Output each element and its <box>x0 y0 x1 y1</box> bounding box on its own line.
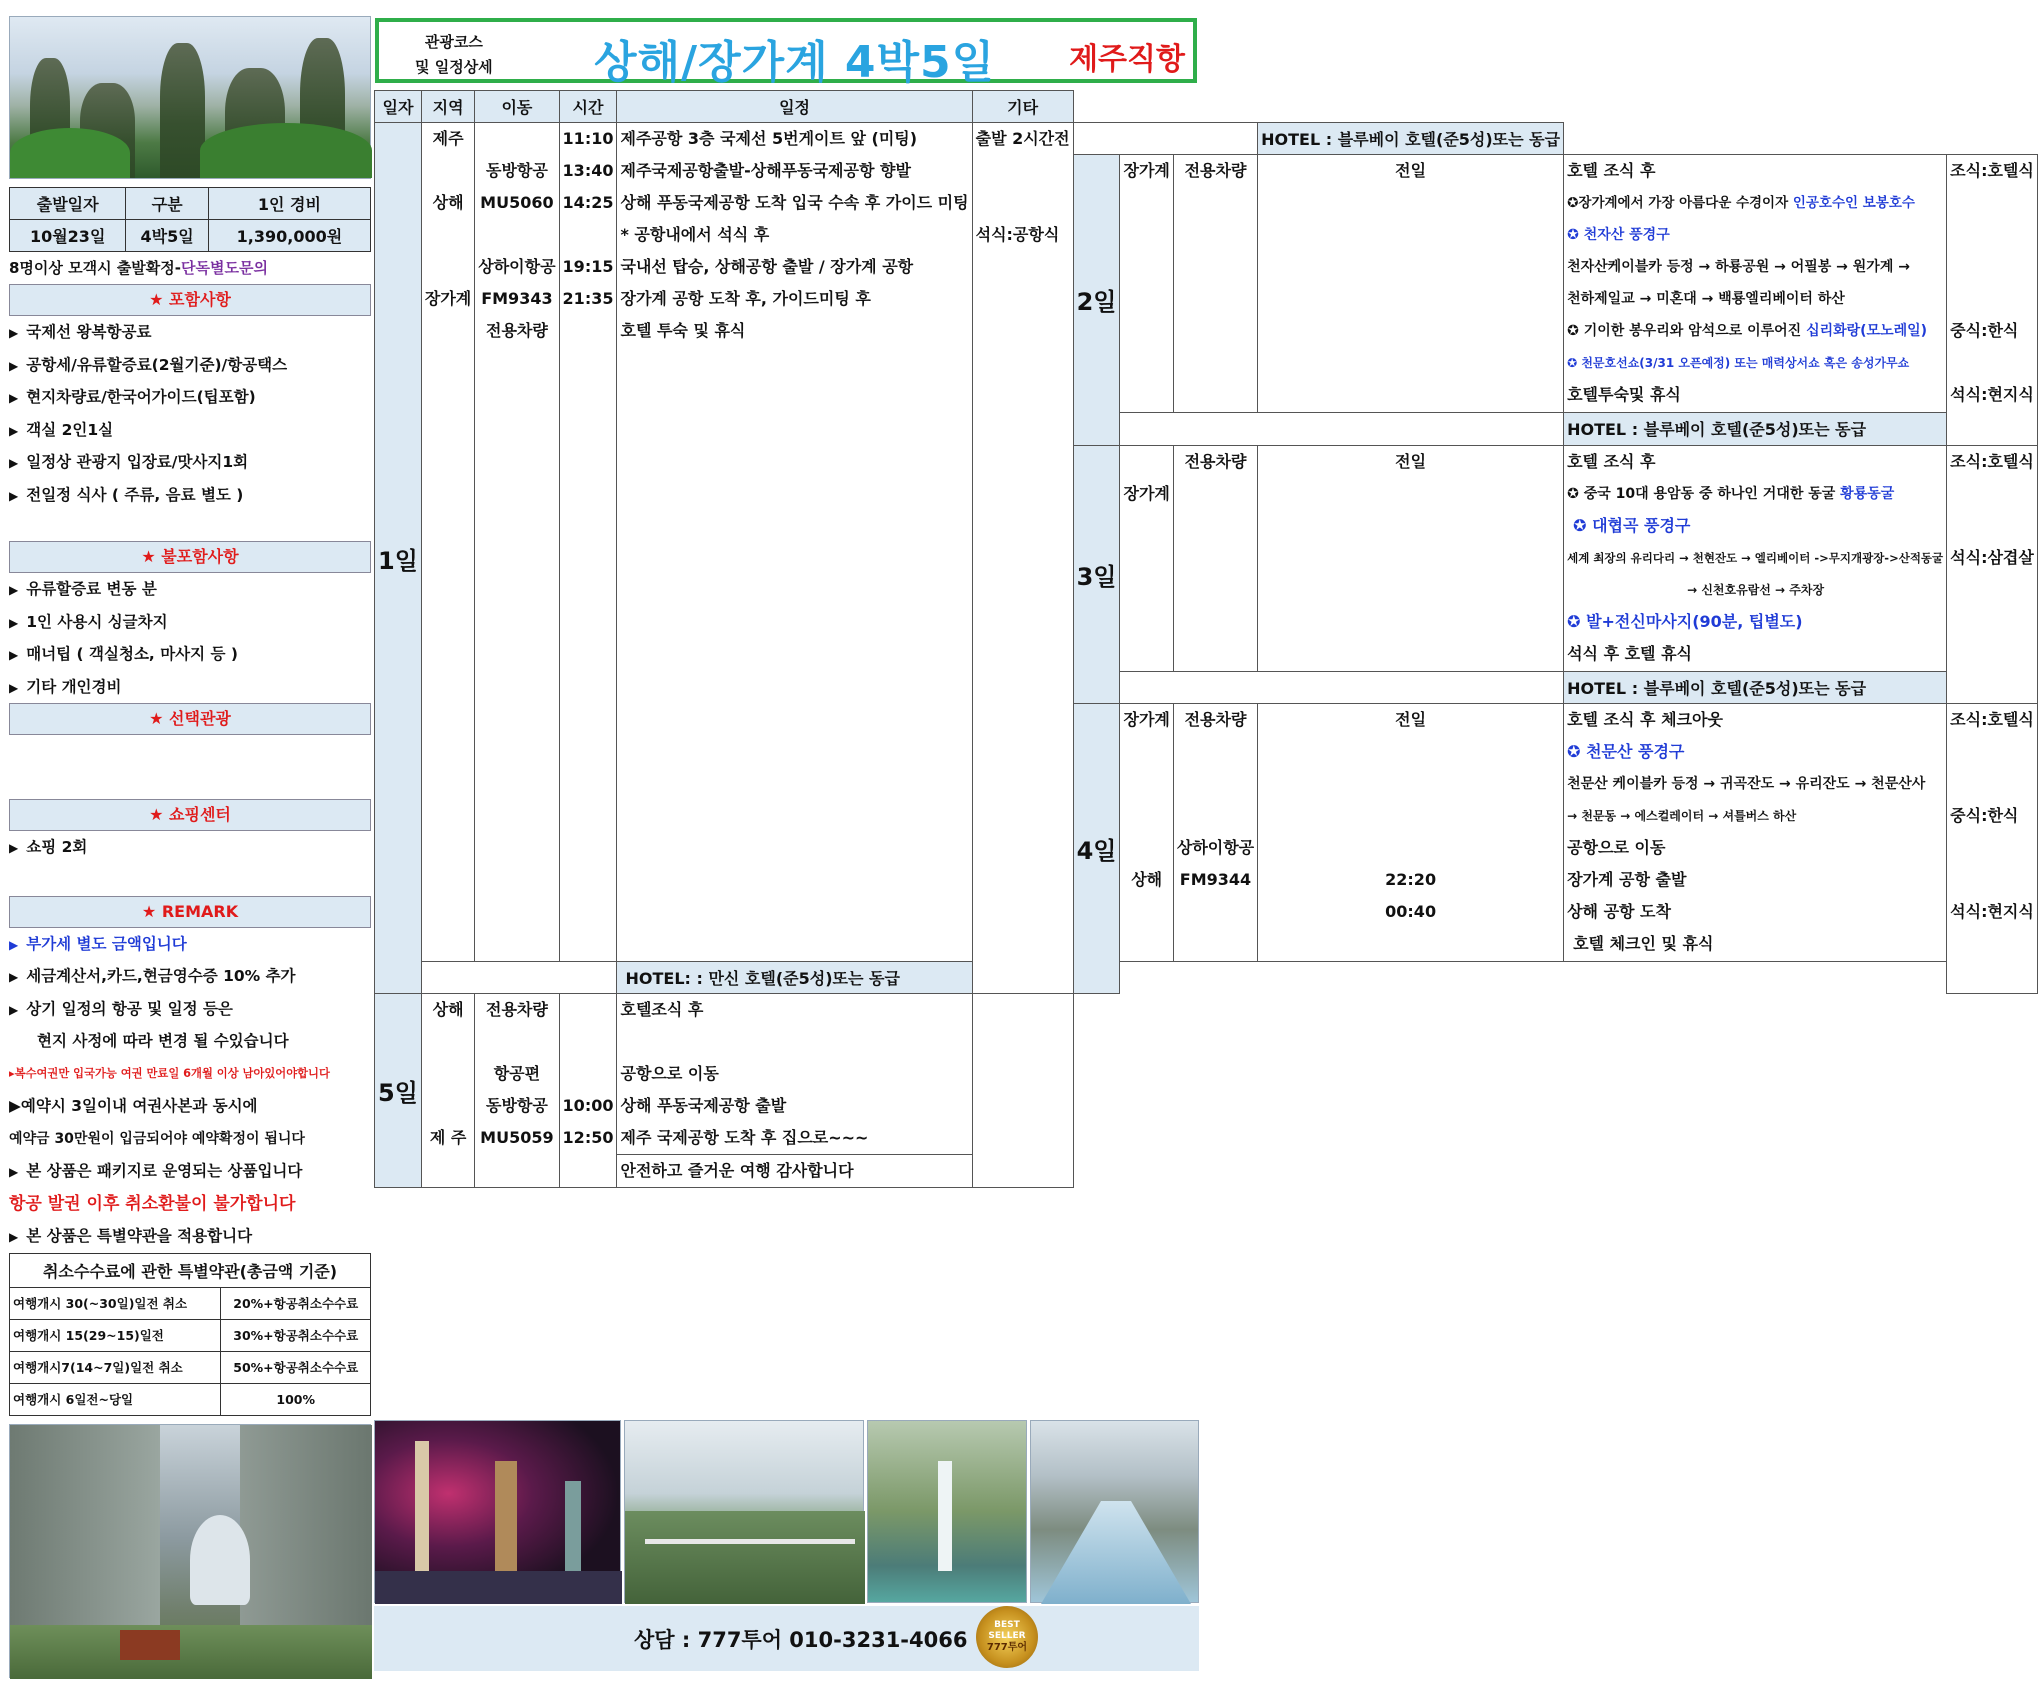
col-header-region: 지역 <box>421 91 474 123</box>
time-cell: 10:00 12:50 <box>559 994 617 1188</box>
list-item: ▶ 기타 개인경비 <box>9 677 122 696</box>
course-label: 관광코스 및 일정상세 <box>415 33 493 76</box>
itinerary-table <box>374 90 2038 1188</box>
region-cell: 장가계 <box>1120 155 1173 413</box>
col-header-schedule: 일정 <box>617 91 972 123</box>
list-item: ▶ 매너팁 ( 객실청소, 마사지 등 ) <box>9 645 238 663</box>
list-item: 항공 발권 이후 취소환불이 불가합니다 <box>9 1193 296 1214</box>
list-item: ▶ 객실 2인1실 <box>9 420 114 439</box>
departure-date-header: 출발일자 <box>10 188 126 220</box>
table-cell: 여행개시 30(~30일)일전 취소 <box>10 1287 221 1319</box>
list-item: ▶ 상기 일정의 항공 및 일정 등은 <box>9 999 233 1018</box>
time-cell: 전일 <box>1258 445 1564 671</box>
list-item: 예약금 30만원이 입금되어야 예약확정이 됩니다 <box>9 1130 305 1147</box>
etc-cell <box>972 994 1073 1188</box>
table-cell: 여행개시 15(29~15)일전 <box>10 1319 221 1351</box>
departure-table <box>9 187 371 252</box>
time-cell: 11:10 13:40 14:25 19:15 21:35 <box>559 123 617 962</box>
etc-cell: 조식:호텔식 중식:한식 석식:현지식 <box>1947 155 2038 445</box>
list-item: ▶예약시 3일이내 여권사본과 동시에 <box>9 1097 258 1115</box>
list-item: ▶ 현지차량료/한국어가이드(팁포함) <box>9 388 256 406</box>
schedule-cell: 제주공항 3층 국제선 5번게이트 앞 (미팅) 제주국제공항출발-상해푸동국제공항 향발 상해 푸동국제공항 도착 입국 수속 후 가이드 미팅 * 공항내에서 석식 후 국내선 탑승, 상해공항 출발 / 장가계 공항 장가계 공항 도착 후, 가이드미팅 후 호텔 투숙 및 휴식 <box>617 123 972 962</box>
table-cell: 20%+항공취소수수료 <box>221 1287 371 1319</box>
list-item: ▶ 유류할증료 변동 분 <box>9 580 157 598</box>
hotel-info: HOTEL : 블루베이 호텔(준5성)또는 동급 <box>1258 123 1564 155</box>
table-cell: 100% <box>221 1383 371 1415</box>
hotel-info: HOTEL: : 만신 호텔(준5성)또는 동급 <box>617 961 972 993</box>
transport-cell: 전용차량 <box>1173 445 1257 671</box>
col-header-time: 시간 <box>559 91 617 123</box>
col-header-etc: 기타 <box>972 91 1073 123</box>
col-header-transport: 이동 <box>475 91 559 123</box>
col-header-day: 일자 <box>375 91 422 123</box>
optional-tour-header: ★ 선택관광 <box>9 703 371 735</box>
transport-cell: 전용차량 항공편 동방항공 MU5059 <box>475 994 559 1188</box>
glass-skywalk-photo <box>1030 1420 1199 1603</box>
day-label: 4일 <box>1073 703 1120 993</box>
table-cell: 여행개시7(14~7일)일전 취소 <box>10 1351 221 1383</box>
schedule-cell: 호텔조식 후 공항으로 이동 상해 푸동국제공항 출발 제주 국제공항 도착 후 집으로~~~ 안전하고 즐거운 여행 감사합니다 <box>617 994 972 1188</box>
table-cell: 30%+항공취소수수료 <box>221 1319 371 1351</box>
day-label: 1일 <box>375 123 422 994</box>
hotel-info: HOTEL : 블루베이 호텔(준5성)또는 동급 <box>1564 671 1947 703</box>
best-seller-badge-icon: BEST SELLER 777투어 <box>976 1606 1038 1668</box>
contact-bar <box>374 1606 1199 1671</box>
list-item: ▶ 전일정 식사 ( 주류, 음료 별도 ) <box>9 485 244 504</box>
list-item: ▶ 일정상 관광지 입장료/맛사지1회 <box>9 453 249 471</box>
remark-header: ★ REMARK <box>9 896 371 928</box>
cancellation-title: 취소수수료에 관한 특별약관(총금액 기준) <box>10 1253 371 1287</box>
list-item: 현지 사정에 따라 변경 될 수있습니다 <box>37 1032 289 1050</box>
list-item: ▶ 공항세/유류할증료(2월기준)/항공택스 <box>9 355 288 374</box>
category-value: 4박5일 <box>126 220 208 252</box>
time-cell: 전일 <box>1258 155 1564 413</box>
yellow-dragon-cave-photo <box>374 1420 621 1603</box>
list-item: ▶ 쇼핑 2회 <box>9 838 88 856</box>
list-item: ▶ 부가세 별도 금액입니다 <box>9 934 187 953</box>
excluded-header: ★ 불포함사항 <box>9 541 371 573</box>
glass-bridge-canyon-photo <box>624 1420 864 1603</box>
list-item: ▶ 본 상품은 패키지로 운영되는 상품입니다 <box>9 1162 303 1180</box>
cancellation-table <box>9 1253 371 1416</box>
page-title: 상해/장가계 4박5일 <box>594 37 996 88</box>
title-banner <box>375 18 1197 88</box>
min-people-note: 8명이상 모객시 출발확정-단독별도문의 <box>9 259 268 277</box>
schedule-cell: 호텔 조식 후 체크아웃 ✪ 천문산 풍경구 천문산 케이블카 등정 → 귀곡잔도 → 유리잔도 → 천문산사 → 천문동 → 에스컬레이터 → 셔틀버스 하산 공항으로 이동 장가계 공항 출발 상해 공항 도착 호텔 체크인 및 휴식 <box>1564 703 1947 961</box>
shopping-header: ★ 쇼핑센터 <box>9 799 371 831</box>
region-cell: 장가계 <box>1120 445 1173 671</box>
excluded-list <box>9 573 371 703</box>
list-item: ▸복수여권만 입국가능 여권 만료일 6개월 이상 남아있어야합니다 <box>9 1066 330 1080</box>
list-item: ▶ 국제선 왕복항공료 <box>9 323 152 341</box>
day-label: 5일 <box>375 994 422 1188</box>
transport-cell: 전용차량 상하이항공 FM9344 <box>1173 703 1257 961</box>
transport-cell: 전용차량 <box>1173 155 1257 413</box>
waterfall-photo <box>867 1420 1027 1603</box>
contact-info[interactable]: 상담 : 777투어 010-3231-4066 <box>634 1628 968 1652</box>
schedule-cell: 호텔 조식 후 ✪ 중국 10대 용암동 중 하나인 거대한 동굴 황룡동굴 ✪ 대협곡 풍경구 세계 최장의 유리다리 → 천현잔도 → 엘리베이터 ->무지개광장->산적동굴 → 신천호유람선 → 주차장 ✪ 발+전신마사지(90분, 팁별도) 석식 후 호텔 휴식 <box>1564 445 1947 671</box>
included-header: ★ 포함사항 <box>9 284 371 316</box>
etc-cell: 출발 2시간전 석식:공항식 <box>972 123 1073 994</box>
list-item: ▶ 본 상품은 특별약관을 적용합니다 <box>9 1227 253 1245</box>
table-cell: 여행개시 6일전~당일 <box>10 1383 221 1415</box>
etc-cell: 조식:호텔식 석식:삼겹살 <box>1947 445 2038 703</box>
schedule-cell: 호텔 조식 후 ✪장가계에서 가장 아름다운 수경이자 인공호수인 보봉호수 ✪ 천자산 풍경구 천자산케이블카 등정 → 하룡공원 → 어필봉 → 원가계 → 천하제일교 → 미혼대 → 백룡엘리베이터 하산 ✪ 기이한 봉우리와 암석으로 이루어진 십리화랑(모노레일) ✪ 천문호선쇼(3/31 오픈예정) 또는 매력상서쇼 혹은 송성가무쇼 호텔투숙및 휴식 <box>1564 155 1947 413</box>
left-column <box>9 16 371 1678</box>
hotel-info: HOTEL : 블루베이 호텔(준5성)또는 동급 <box>1564 413 1947 445</box>
included-list <box>9 316 371 541</box>
etc-cell: 조식:호텔식 중식:한식 석식:현지식 <box>1947 703 2038 993</box>
list-item: ▶ 1인 사용시 싱글차지 <box>9 612 168 631</box>
direct-flight-label: 제주직항 <box>1069 42 1185 77</box>
day-label: 3일 <box>1073 445 1120 703</box>
category-header: 구분 <box>126 188 208 220</box>
list-item: ▶ 세금계산서,카드,현금영수증 10% 추가 <box>9 967 296 985</box>
price-value: 1,390,000원 <box>208 220 370 252</box>
tianmen-cave-photo <box>9 1424 371 1678</box>
price-header: 1인 경비 <box>208 188 370 220</box>
remark-list <box>9 928 371 1253</box>
zhangjiajie-mountains-photo <box>9 16 371 179</box>
shopping-list <box>9 831 371 896</box>
table-cell: 50%+항공취소수수료 <box>221 1351 371 1383</box>
day-label: 2일 <box>1073 155 1120 445</box>
departure-date: 10월23일 <box>10 220 126 252</box>
region-cell: 장가계 상해 <box>1120 703 1173 961</box>
transport-cell: 동방항공 MU5060 상하이항공 FM9343 전용차량 <box>475 123 559 962</box>
region-cell: 상해 제 주 <box>421 994 474 1188</box>
time-cell: 전일 22:20 00:40 <box>1258 703 1564 961</box>
region-cell: 제주 상해 장가계 <box>421 123 474 962</box>
